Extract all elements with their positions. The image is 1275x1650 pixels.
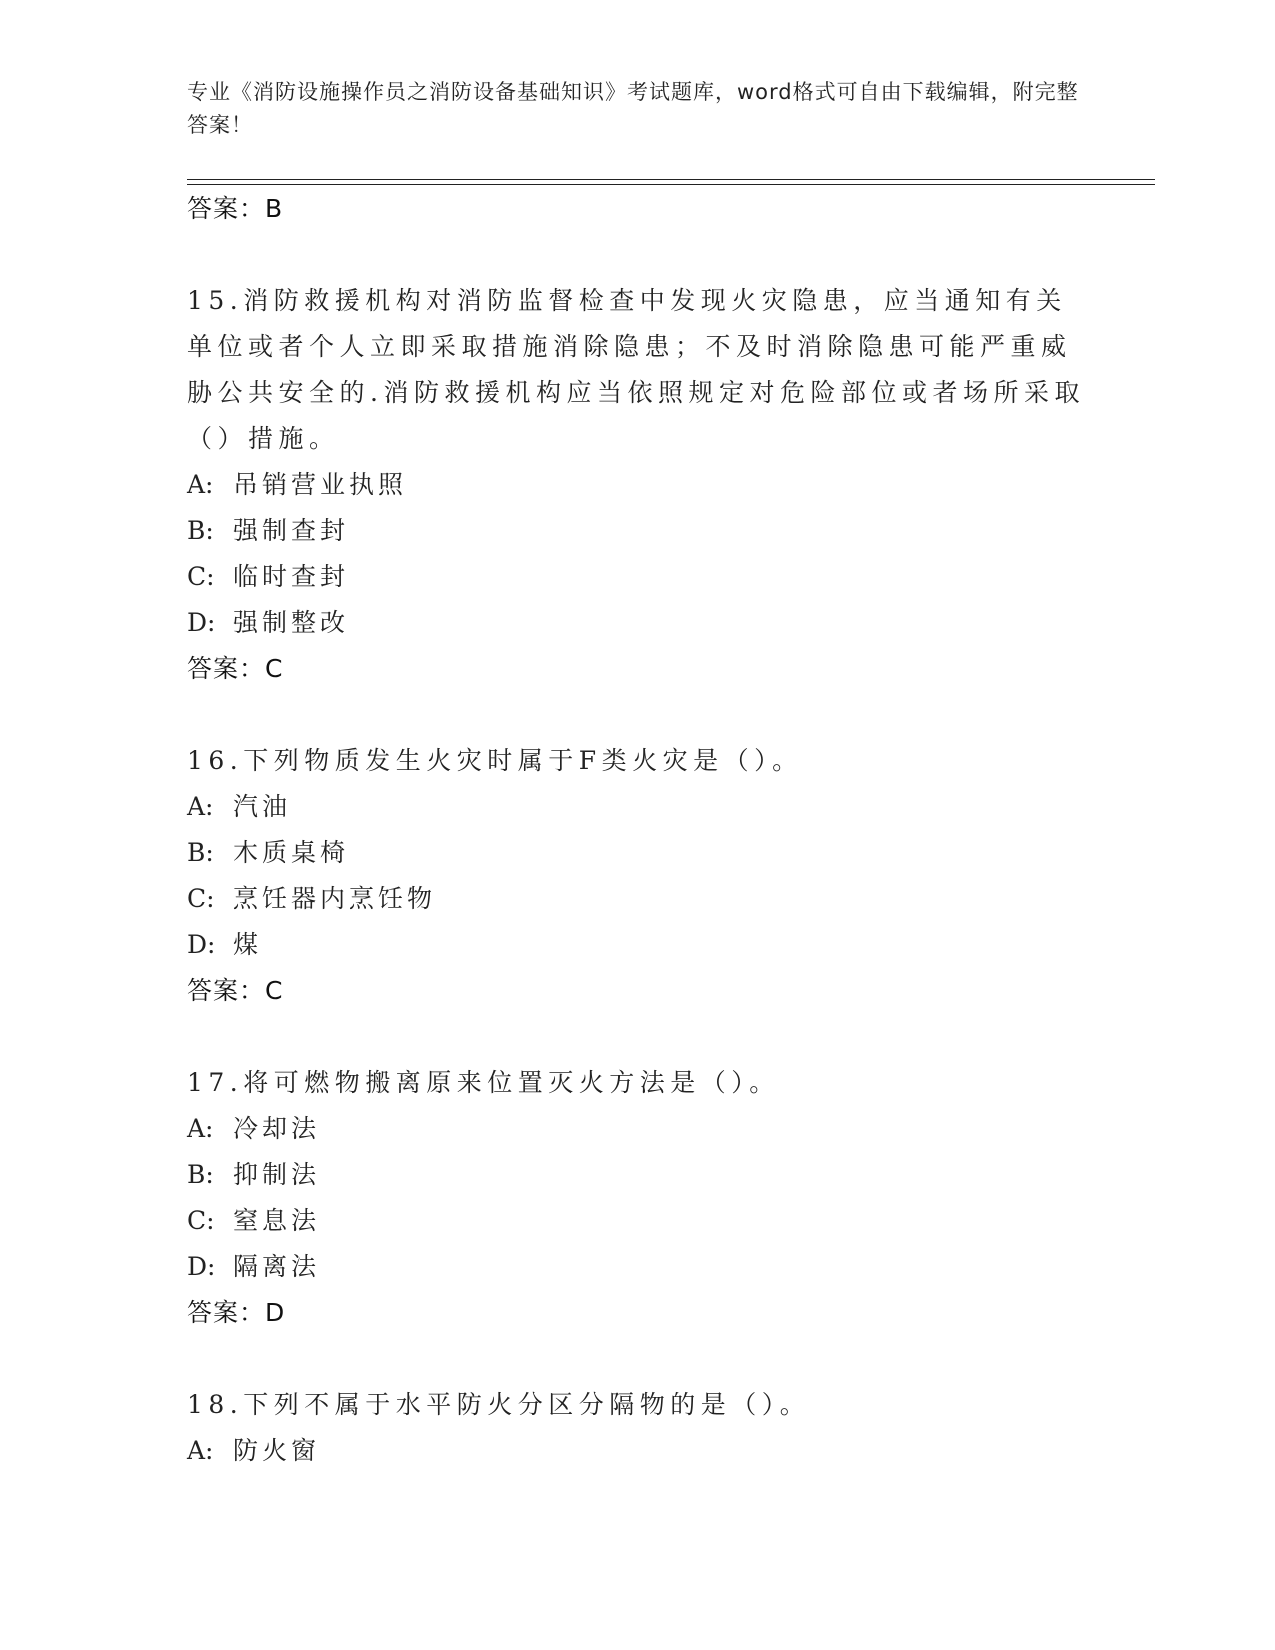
option-letter: D: <box>187 608 216 637</box>
option-letter: D: <box>187 930 216 959</box>
option-letter: A: <box>187 1114 214 1143</box>
option-letter: A: <box>187 1436 214 1465</box>
option <box>187 462 1087 508</box>
option <box>187 508 1087 554</box>
option <box>187 876 1087 922</box>
option-text: 木质桌椅 <box>233 838 350 867</box>
answer-label: 答案： <box>187 1298 266 1327</box>
option-letter: D: <box>187 1252 216 1281</box>
option-text: 吊销营业执照 <box>233 470 408 499</box>
answer-line <box>187 1290 1087 1336</box>
question-text: 15.消防救援机构对消防监督检查中发现火灾隐患，应当通知有关单位或者个人立即采取措施消除隐患；不及时消除隐患可能严重威胁公共安全的.消防救援机构应当依照规定对危险部位或者场所采取（）措施。 <box>187 286 1085 453</box>
question-text: 17.将可燃物搬离原来位置灭火方法是（）。 <box>187 1068 780 1097</box>
option <box>187 600 1087 646</box>
option <box>187 922 1087 968</box>
option-text: 临时查封 <box>233 562 350 591</box>
answer-line <box>187 186 1087 232</box>
option-letter: A: <box>187 470 214 499</box>
answer-value: C <box>265 976 283 1005</box>
question-text: 16.下列物质发生火灾时属于F类火灾是（）。 <box>187 746 803 775</box>
answer-value: C <box>265 654 283 683</box>
option-text: 强制查封 <box>233 516 350 545</box>
option-letter: C: <box>187 1206 215 1235</box>
option <box>187 1198 1087 1244</box>
spacer <box>187 1014 1087 1060</box>
option-letter: B: <box>187 1160 214 1189</box>
answer-line <box>187 968 1087 1014</box>
spacer <box>187 1336 1087 1382</box>
spacer <box>187 692 1087 738</box>
answer-value: D <box>265 1298 285 1327</box>
document-header: 专业《消防设施操作员之消防设备基础知识》考试题库，word格式可自由下载编辑，附完整答案！ <box>187 80 1079 137</box>
option <box>187 554 1087 600</box>
option-letter: B: <box>187 516 214 545</box>
header-divider <box>187 179 1155 180</box>
option <box>187 1244 1087 1290</box>
spacer <box>187 232 1087 278</box>
answer-value: B <box>265 194 283 223</box>
option-text: 窒息法 <box>233 1206 321 1235</box>
option-letter: C: <box>187 884 215 913</box>
header-divider-secondary <box>187 184 1155 185</box>
option <box>187 784 1087 830</box>
option-text: 煤 <box>233 930 263 959</box>
option <box>187 1428 1087 1474</box>
option-letter: C: <box>187 562 215 591</box>
option-text: 烹饪器内烹饪物 <box>233 884 437 913</box>
option-text: 强制整改 <box>233 608 350 637</box>
option-letter: A: <box>187 792 214 821</box>
answer-label: 答案： <box>187 976 266 1005</box>
question-list <box>187 186 1087 1474</box>
question-text: 18.下列不属于水平防火分区分隔物的是（）。 <box>187 1390 811 1419</box>
option <box>187 830 1087 876</box>
option <box>187 1106 1087 1152</box>
option-text: 冷却法 <box>233 1114 321 1143</box>
option-text: 隔离法 <box>233 1252 321 1281</box>
answer-label: 答案： <box>187 194 266 223</box>
option-text: 防火窗 <box>233 1436 321 1465</box>
answer-label: 答案： <box>187 654 266 683</box>
option-text: 抑制法 <box>233 1160 321 1189</box>
option-letter: B: <box>187 838 214 867</box>
answer-line <box>187 646 1087 692</box>
option <box>187 1152 1087 1198</box>
option-text: 汽油 <box>233 792 292 821</box>
